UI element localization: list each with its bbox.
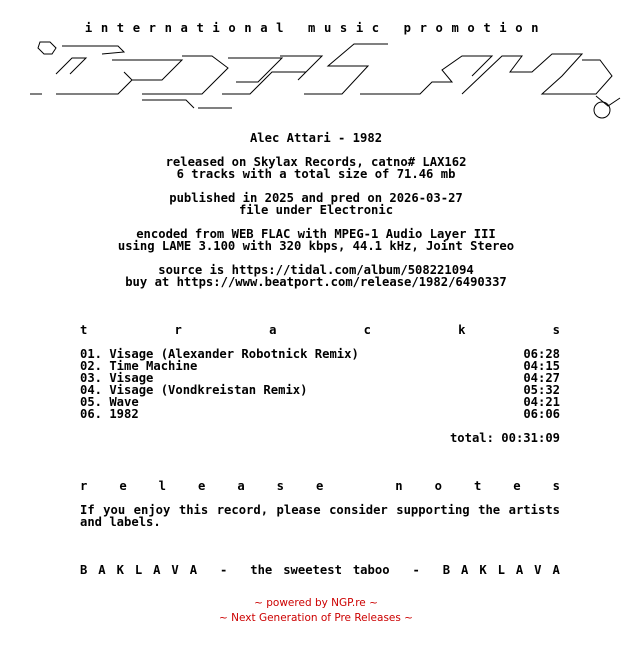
logo-letter-k bbox=[222, 58, 306, 94]
banner-text: international music promotion bbox=[84, 21, 548, 35]
genre-line: file under Electronic bbox=[238, 203, 394, 217]
notes-header bbox=[80, 480, 560, 492]
footer-tagline: ~ Next Generation of Pre Releases ~ bbox=[219, 612, 413, 624]
notes-header-letter: s bbox=[552, 479, 560, 493]
slogan-token: A bbox=[189, 563, 198, 577]
tracks-header bbox=[80, 324, 560, 336]
logo-ornament-left bbox=[38, 42, 56, 54]
notes-header-letter: o bbox=[434, 479, 442, 493]
slogan-token: V bbox=[534, 563, 542, 577]
published-line: published in 2025 and pred on 2026-03-27 bbox=[169, 191, 463, 205]
slogan-token: A bbox=[515, 563, 524, 577]
slogan-token: A bbox=[153, 563, 161, 577]
slogan-token: A bbox=[98, 563, 106, 577]
notes-header-letter: t bbox=[473, 479, 482, 493]
slogan-token: B bbox=[80, 563, 88, 577]
notes-header-letter: r bbox=[80, 479, 88, 493]
logo-letter-l bbox=[280, 44, 388, 94]
tracks-header-letter: t bbox=[80, 323, 88, 337]
tracks-header-letter: k bbox=[458, 323, 466, 337]
notes-header-letter: l bbox=[158, 479, 166, 493]
track-title: 04. Visage (Vondkreistan Remix) bbox=[80, 383, 308, 397]
notes-header-letter: e bbox=[513, 479, 521, 493]
track-title: 06. 1982 bbox=[80, 407, 139, 421]
total-duration: total: 00:31:09 bbox=[449, 431, 560, 445]
notes-header-letter: n bbox=[395, 479, 403, 493]
logo-letter-b bbox=[30, 46, 132, 94]
slogan-token: A bbox=[461, 563, 469, 577]
track-title: 05. Wave bbox=[80, 395, 139, 409]
slogan-token: - bbox=[412, 563, 420, 577]
baklava-logo-art bbox=[22, 36, 622, 120]
slogan-token: taboo bbox=[352, 563, 390, 577]
notes-header-letter: e bbox=[197, 479, 206, 493]
logo-letter-a3 bbox=[582, 60, 620, 106]
tracks-header-letter: r bbox=[174, 323, 182, 337]
logo-letter-a2 bbox=[360, 56, 492, 94]
slogan-token: V bbox=[171, 563, 179, 577]
logo-letter-a bbox=[112, 56, 228, 94]
slogan-token: the bbox=[250, 563, 273, 577]
track-row bbox=[80, 396, 560, 408]
track-title: 03. Visage bbox=[80, 371, 154, 385]
buy-line: buy at https://www.beatport.com/release/1982/6490337 bbox=[125, 275, 507, 289]
notes-header-letter: s bbox=[276, 479, 284, 493]
track-title: 02. Time Machine bbox=[80, 359, 198, 373]
notes-header-letter: a bbox=[237, 479, 245, 493]
track-row bbox=[80, 408, 560, 420]
footer-powered-by: ~ powered by NGP.re ~ bbox=[254, 597, 378, 609]
track-duration: 06:06 bbox=[523, 407, 560, 421]
tracks-header-letter: c bbox=[363, 323, 371, 337]
logo-strokes bbox=[30, 42, 620, 118]
logo-underline bbox=[142, 100, 232, 108]
track-row bbox=[80, 384, 560, 396]
track-title: 01. Visage (Alexander Robotnick Remix) bbox=[80, 347, 359, 361]
artist-title: Alec Attari - 1982 bbox=[249, 131, 383, 145]
logo-letter-v bbox=[462, 54, 582, 94]
slogan-token: L bbox=[497, 563, 505, 577]
notes-header-letter: e bbox=[119, 479, 127, 493]
slogan-token: sweetest bbox=[283, 563, 342, 577]
logo-ornament-right bbox=[594, 102, 610, 118]
slogan-token: B bbox=[442, 563, 451, 577]
track-duration: 05:32 bbox=[523, 383, 560, 397]
track-duration: 04:27 bbox=[523, 371, 560, 385]
source-line: source is https://tidal.com/album/508221094 bbox=[158, 263, 474, 277]
slogan-token: A bbox=[552, 563, 560, 577]
release-notes-text: If you enjoy this record, please consider supporting the artists and labels. bbox=[80, 503, 560, 529]
lame-line: using LAME 3.100 with 320 kbps, 44.1 kHz, Joint Stereo bbox=[117, 239, 515, 253]
slogan-token: K bbox=[479, 563, 487, 577]
track-duration: 04:21 bbox=[523, 395, 560, 409]
notes-header-letter: e bbox=[315, 479, 324, 493]
encoded-line: encoded from WEB FLAC with MPEG-1 Audio Layer III bbox=[136, 227, 496, 241]
slogan-line bbox=[80, 564, 560, 576]
tracks-header-letter: a bbox=[269, 323, 277, 337]
track-duration: 04:15 bbox=[523, 359, 560, 373]
label-line: released on Skylax Records, catno# LAX162 bbox=[165, 155, 467, 169]
slogan-token: - bbox=[219, 563, 228, 577]
track-duration: 06:28 bbox=[523, 347, 560, 361]
tracks-header-letter: s bbox=[552, 323, 560, 337]
slogan-token: L bbox=[134, 563, 143, 577]
slogan-token: K bbox=[116, 563, 124, 577]
tracks-summary: 6 tracks with a total size of 71.46 mb bbox=[176, 167, 456, 181]
